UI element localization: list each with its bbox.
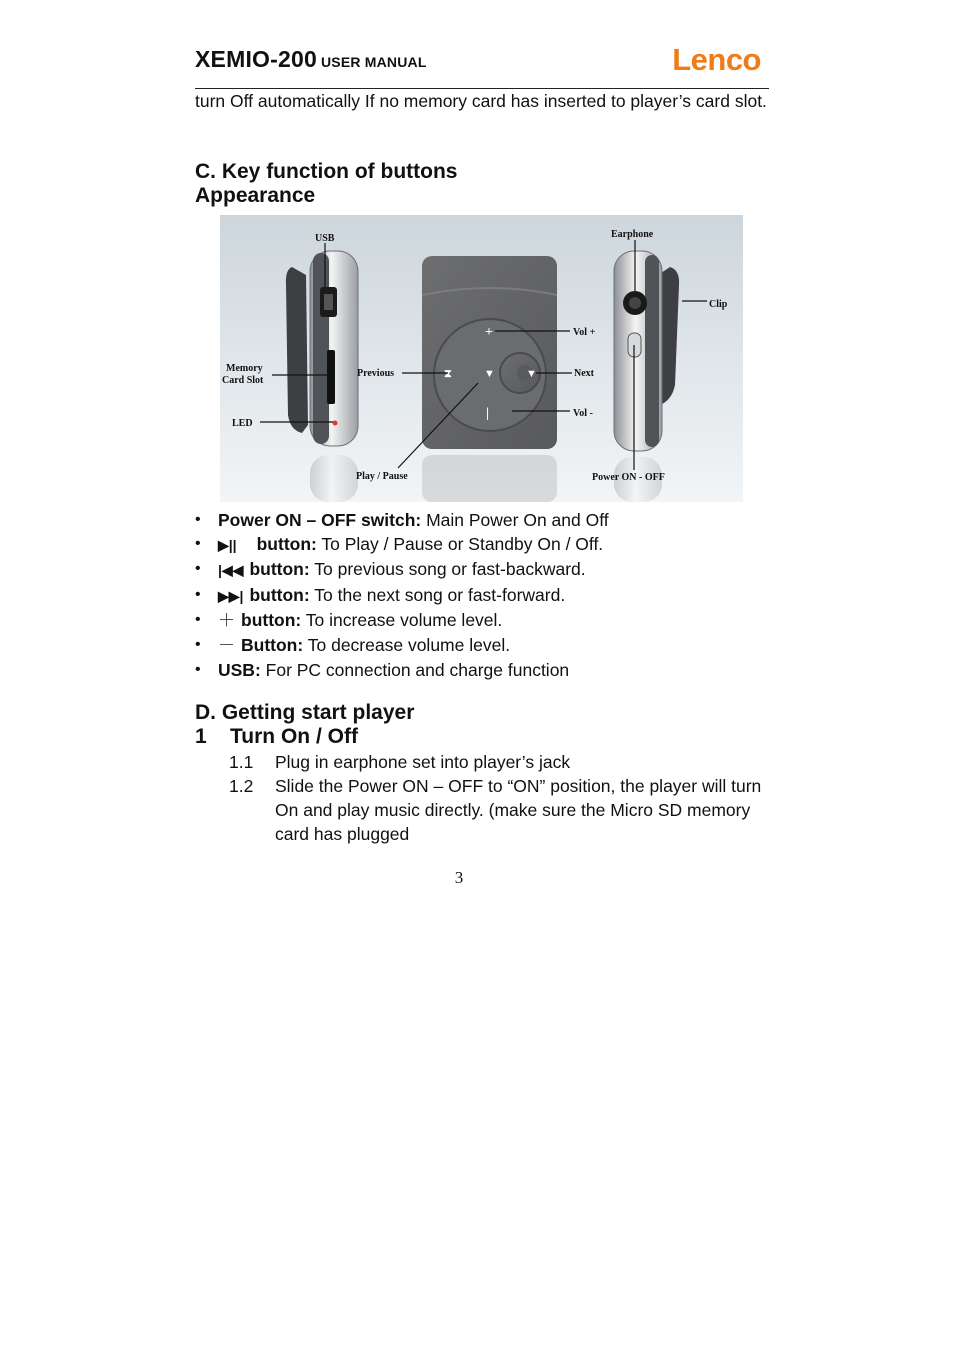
minus-icon: － — [218, 636, 235, 656]
clip-label: Clip — [709, 299, 728, 310]
player-diagram — [220, 215, 743, 502]
section-c-heading: C. Key function of buttons — [195, 160, 458, 183]
power-label: Power ON - OFF — [592, 472, 665, 483]
previous-icon: |◀◀ — [218, 562, 244, 579]
vol-plus-label: Vol + — [573, 327, 596, 338]
list-item: • Power ON – OFF switch: Main Power On and Off — [195, 508, 769, 532]
list-item: • ▶▶| button: To the next song or fast-forward. — [195, 583, 769, 608]
list-item: • ＋ button: To increase volume level. — [195, 608, 769, 633]
appearance-heading: Appearance — [195, 184, 316, 207]
section-d-heading: D. Getting start player — [195, 701, 415, 724]
previous-label: Previous — [357, 368, 395, 379]
list-item: • USB: For PC connection and charge function — [195, 658, 769, 682]
play-pause-label: Play / Pause — [356, 471, 408, 482]
page-header — [195, 42, 769, 89]
list-item: • |◀◀ button: To previous song or fast-backward. — [195, 557, 769, 582]
button-functions-list — [195, 508, 769, 682]
document-title: XEMIO-200 USER MANUAL — [195, 46, 427, 72]
usb-label: USB — [315, 233, 335, 244]
play-pause-icon: ▶|| — [218, 537, 237, 554]
earphone-label: Earphone — [611, 229, 654, 240]
memory-card-label-line1: Memory — [226, 363, 263, 374]
list-item: 1.1 Plug in earphone set into player’s jack — [229, 752, 571, 772]
list-item: • ▶|| button: To Play / Pause or Standby On / Off. — [195, 532, 769, 557]
previous-icon: ⧗ — [444, 368, 452, 380]
vol-plus-icon: + — [485, 325, 493, 340]
vol-minus-icon: | — [486, 406, 490, 421]
lenco-logo: Lenco — [672, 42, 761, 77]
memory-card-label-line2: Card Slot — [222, 375, 264, 386]
steps-list — [229, 750, 769, 846]
list-item: 1.2 Slide the Power ON – OFF to “ON” position, the player will turn On and play music directly. (make sure the Micro SD memory card has plugged — [229, 776, 762, 844]
list-item: • － Button: To decrease volume level. — [195, 633, 769, 658]
led-label: LED — [232, 418, 253, 429]
front-view — [422, 256, 557, 502]
turn-on-off-heading: 1 Turn On / Off — [195, 725, 358, 748]
vol-minus-label: Vol - — [573, 408, 593, 419]
intro-paragraph: turn Off automatically If no memory card has inserted to player’s card slot. — [195, 91, 767, 111]
document-subtitle: USER MANUAL — [320, 54, 427, 70]
next-icon: ▶▶| — [218, 587, 244, 604]
page-number: 3 — [454, 868, 464, 887]
player-appearance-figure — [220, 215, 743, 502]
next-label: Next — [574, 368, 594, 379]
plus-icon: ＋ — [218, 610, 235, 630]
play-pause-icon: ▼ — [484, 368, 495, 380]
next-icon: ▼ — [526, 368, 537, 380]
